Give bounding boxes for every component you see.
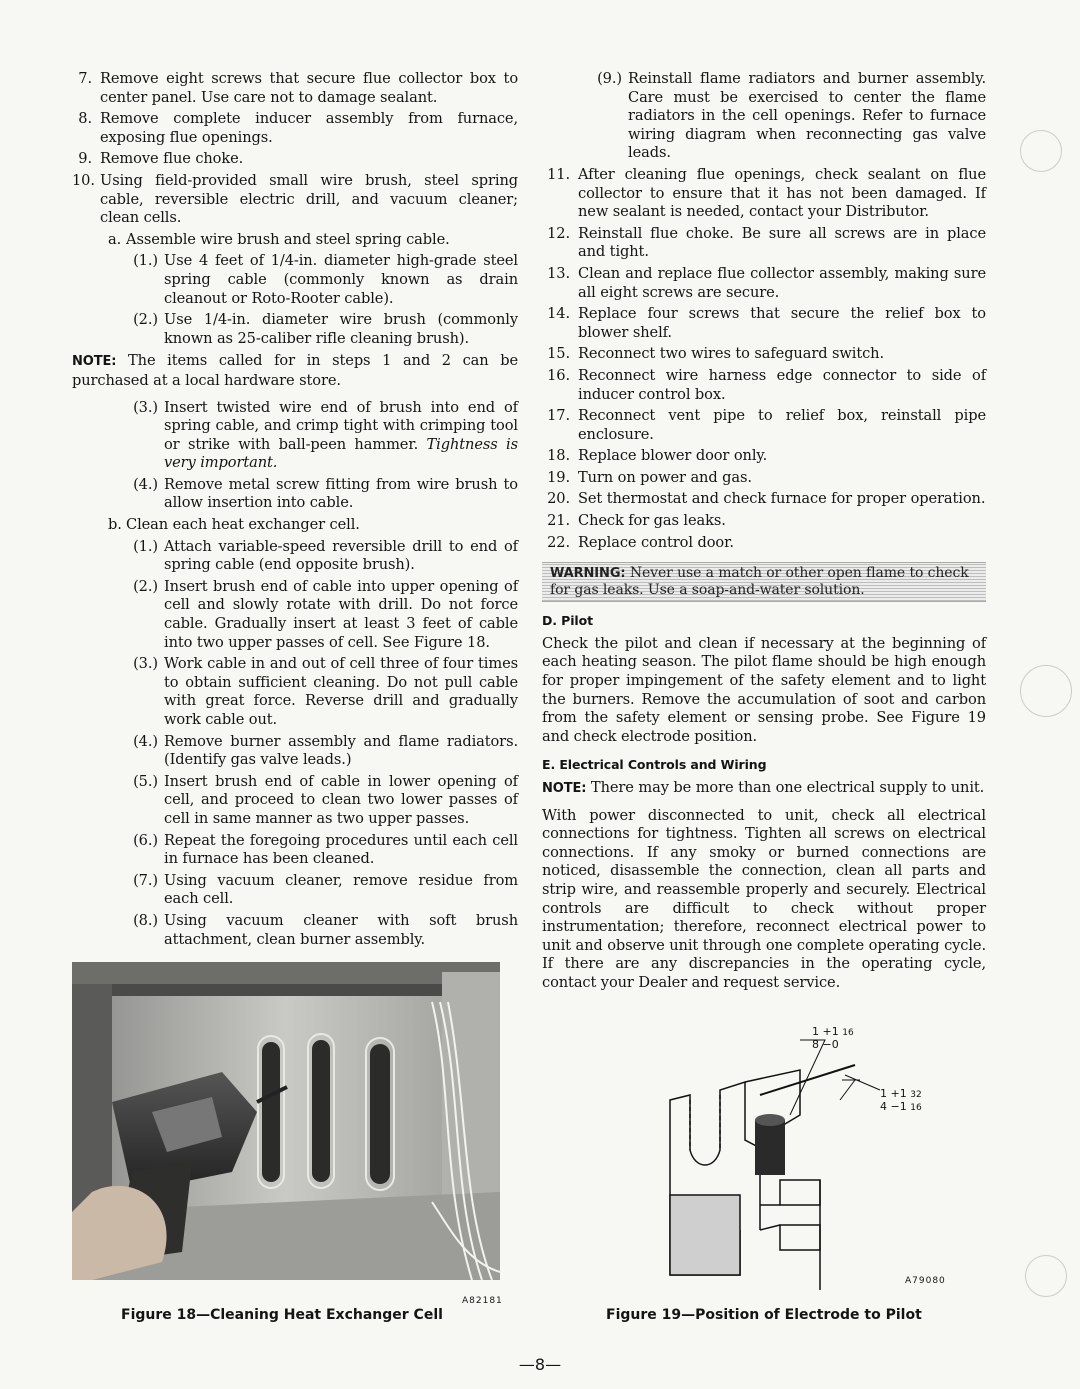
step-text bbox=[164, 578, 518, 652]
step-text-body: Remove complete inducer assembly from furnace, exposing flue openings. bbox=[100, 110, 518, 146]
step-text bbox=[164, 538, 518, 575]
step-item bbox=[542, 166, 986, 222]
dimension-2 bbox=[880, 1088, 922, 1114]
figure-19-caption: Figure 19—Position of Electrode to Pilot bbox=[606, 1307, 922, 1323]
step-number: (3.) bbox=[133, 398, 158, 416]
dim2-whole: 1 bbox=[880, 1087, 887, 1100]
step-item bbox=[542, 490, 986, 509]
step-text bbox=[100, 172, 518, 228]
step-item bbox=[72, 70, 518, 107]
step-item bbox=[542, 367, 986, 404]
step-item bbox=[126, 578, 518, 652]
step-item bbox=[542, 265, 986, 302]
step-item bbox=[126, 773, 518, 829]
step-emphasis: Tightness is very important. bbox=[164, 435, 519, 472]
step-number: 22. bbox=[547, 533, 570, 551]
step-text-body: Set thermostat and check furnace for proper operation. bbox=[578, 490, 986, 508]
step-text-body: Insert twisted wire end of brush into end of spring cable, and crimp tight with crimping tool or strike with ball-peen hammer. bbox=[164, 398, 518, 453]
step-text-body: Check for gas leaks. bbox=[578, 512, 726, 530]
step-number: (8.) bbox=[133, 911, 158, 929]
dim2-den: 4 bbox=[880, 1100, 887, 1113]
step-text-body: Replace blower door only. bbox=[578, 447, 768, 465]
step-item bbox=[126, 733, 518, 770]
step-text bbox=[578, 447, 986, 466]
step-a-text: Assemble wire brush and steel spring cable. bbox=[126, 230, 450, 248]
step-text bbox=[100, 70, 518, 107]
step-number: (7.) bbox=[133, 871, 158, 889]
step-number: 15. bbox=[547, 345, 570, 363]
step-text bbox=[578, 345, 986, 364]
step-number: (2.) bbox=[133, 311, 158, 329]
punch-hole bbox=[1025, 1255, 1067, 1297]
step-item bbox=[126, 538, 518, 575]
step-text-body: Insert brush end of cable in lower opening of cell, and proceed to clean two lower passes of cell in same manner as two upper passes. bbox=[164, 772, 518, 827]
warning-box bbox=[542, 562, 986, 602]
step-item bbox=[542, 447, 986, 466]
dim2-plus: +1 bbox=[890, 1087, 907, 1100]
step-number: (1.) bbox=[133, 252, 158, 270]
left-steps bbox=[72, 70, 518, 228]
step-item bbox=[126, 399, 518, 473]
figure-18-caption: Figure 18—Cleaning Heat Exchanger Cell bbox=[121, 1307, 443, 1323]
note-text: The items called for in steps 1 and 2 can be purchased at a local hardware store. bbox=[72, 352, 518, 389]
step-item bbox=[126, 252, 518, 308]
step-b-text: Clean each heat exchanger cell. bbox=[126, 516, 360, 534]
cell-opening bbox=[370, 1044, 390, 1184]
note bbox=[72, 352, 518, 390]
step-text bbox=[164, 912, 518, 949]
step-number: 18. bbox=[547, 447, 570, 465]
step-text-body: Reconnect vent pipe to relief box, reinstall pipe enclosure. bbox=[578, 407, 986, 443]
step-text bbox=[100, 110, 518, 147]
step-b bbox=[108, 516, 518, 535]
cell-opening bbox=[312, 1040, 330, 1182]
step-a-substeps-continued bbox=[72, 399, 518, 514]
left-column bbox=[72, 70, 518, 952]
figure-19-diagram bbox=[650, 1020, 950, 1290]
electrical-note bbox=[542, 779, 986, 799]
figure-19-code: A79080 bbox=[905, 1276, 946, 1286]
step-text bbox=[578, 166, 986, 222]
step-text bbox=[578, 407, 986, 444]
step-a-substeps bbox=[72, 252, 518, 348]
step-number: 13. bbox=[547, 264, 570, 282]
dim2-minus: −1 bbox=[890, 1100, 907, 1113]
step-text bbox=[164, 655, 518, 729]
right-column bbox=[542, 70, 986, 999]
step-item bbox=[542, 305, 986, 342]
step-number: (4.) bbox=[133, 475, 158, 493]
step-text-body: Use 1/4-in. diameter wire brush (commonly known as 25-caliber rifle cleaning brush). bbox=[164, 311, 518, 347]
step-item bbox=[542, 512, 986, 531]
step-text bbox=[164, 773, 518, 829]
step-number: (1.) bbox=[133, 537, 158, 555]
figure-18-code: A82181 bbox=[462, 1296, 503, 1306]
photo-top-shelf bbox=[72, 962, 500, 984]
step-b-label: b. bbox=[108, 516, 122, 534]
step-text bbox=[578, 367, 986, 404]
step-text bbox=[164, 733, 518, 770]
pilot-paragraph: Check the pilot and clean if necessary at the beginning of each heating season. The pilot flame should be high enough for proper impingement of the safety element and to light the burners. Remove the accumulation of soot and carbon from the safety element or sensing probe. See Figure 19 and check electrode position. bbox=[542, 634, 986, 745]
dim1-whole: 1 bbox=[812, 1025, 819, 1038]
electrical-note-label: NOTE: bbox=[542, 781, 587, 796]
step-number: 7. bbox=[78, 70, 92, 87]
step-item bbox=[126, 311, 518, 348]
step-text-body: Replace control door. bbox=[578, 533, 734, 551]
step-number: 20. bbox=[547, 490, 570, 508]
step-text bbox=[578, 512, 986, 531]
punch-hole bbox=[1020, 665, 1072, 717]
step-number: (6.) bbox=[133, 831, 158, 849]
photo-shelf-edge bbox=[112, 984, 472, 996]
step-number: 14. bbox=[547, 305, 570, 323]
page-number: —8— bbox=[518, 1355, 562, 1374]
step-text-body: Use 4 feet of 1/4-in. diameter high-grade steel spring cable (commonly known as drain cleanout or Roto-Rooter cable). bbox=[164, 252, 518, 307]
note-label: NOTE: bbox=[72, 354, 117, 370]
electrical-paragraph: With power disconnected to unit, check all electrical connections for tightness. Tighten all screws on electrical connections. If any smoky or burned connections are noticed, disassemble the connection, clean all parts and strip wire, and reassemble properly and securely. Electrical controls are difficult to check without proper instrumentation; therefore, reconnect electrical power to unit and observe unit through one complete operating cycle. If there are any discrepancies in the operating cycle, contact your Dealer and request service. bbox=[542, 806, 986, 991]
step-text-body: Remove metal screw fitting from wire brush to allow insertion into cable. bbox=[164, 475, 518, 512]
step-b-substeps bbox=[72, 538, 518, 949]
heat-exchanger-cells bbox=[258, 1034, 394, 1190]
step-a bbox=[108, 231, 518, 250]
step-number: 10. bbox=[72, 171, 95, 189]
step-text bbox=[164, 872, 518, 909]
step-item bbox=[542, 345, 986, 364]
step-item bbox=[542, 225, 986, 262]
step-number: (4.) bbox=[133, 732, 158, 750]
step-number: 8. bbox=[78, 110, 92, 128]
step-number: 19. bbox=[547, 468, 570, 486]
step-item bbox=[542, 469, 986, 488]
step-text-body: Reconnect wire harness edge connector to side of inducer control box. bbox=[578, 366, 986, 403]
cell-opening bbox=[262, 1042, 280, 1182]
step-text-body: Using vacuum cleaner, remove residue from each cell. bbox=[164, 871, 518, 908]
dimension-lines bbox=[790, 1040, 880, 1115]
electrode-tip bbox=[755, 1114, 785, 1126]
substep-9 bbox=[590, 70, 986, 163]
step-text-body: Turn on power and gas. bbox=[578, 468, 752, 486]
step-text bbox=[578, 225, 986, 262]
step-item bbox=[72, 150, 518, 169]
step-item bbox=[542, 534, 986, 553]
dim1-minus: −0 bbox=[822, 1038, 839, 1051]
step-text-body: Remove eight screws that secure flue collector box to center panel. Use care not to damage sealant. bbox=[100, 70, 518, 106]
step-text-body: Remove flue choke. bbox=[100, 150, 244, 168]
step-number: (3.) bbox=[133, 655, 158, 673]
step-text bbox=[164, 476, 518, 513]
dim2-plus-den: 32 bbox=[910, 1090, 922, 1100]
step-text bbox=[578, 265, 986, 302]
step-number: 11. bbox=[547, 165, 570, 183]
step-text bbox=[164, 399, 518, 473]
right-steps bbox=[542, 166, 986, 552]
step-number: 16. bbox=[547, 366, 570, 384]
warning-text: Never use a match or other open flame to check for gas leaks. Use a soap-and-water solution. bbox=[550, 565, 969, 599]
step-text-body: Insert brush end of cable into upper opening of cell and slowly rotate with drill. Do not force cable. Gradually insert at least 3 feet of cable into two upper passes of cell. See Figure 18. bbox=[164, 577, 518, 651]
step-text bbox=[164, 252, 518, 308]
step-item bbox=[126, 655, 518, 729]
step-item bbox=[72, 172, 518, 228]
dim2-minus-den: 16 bbox=[910, 1103, 922, 1113]
step-number: 12. bbox=[547, 224, 570, 242]
step-text-body: Reinstall flue choke. Be sure all screws are in place and tight. bbox=[578, 224, 986, 261]
dim1-plus-den: 16 bbox=[842, 1028, 854, 1038]
step-text-body: After cleaning flue openings, check sealant on flue collector to ensure that it has not been damaged. If new sealant is needed, contact your Distributor. bbox=[578, 165, 986, 221]
step-text-body: Attach variable-speed reversible drill to end of spring cable (end opposite brush). bbox=[164, 537, 518, 574]
step-text bbox=[578, 534, 986, 553]
step-item bbox=[126, 832, 518, 869]
electrical-note-text: There may be more than one electrical supply to unit. bbox=[586, 779, 985, 796]
step-text-body: Replace four screws that secure the relief box to blower shelf. bbox=[578, 305, 986, 341]
pilot-heading: D. Pilot bbox=[542, 613, 593, 629]
step-text-body: Reconnect two wires to safeguard switch. bbox=[578, 345, 885, 363]
step-text bbox=[164, 832, 518, 869]
substep-9-num: (9.) bbox=[597, 70, 622, 87]
step-number: 21. bbox=[547, 512, 570, 530]
dimension-1 bbox=[812, 1026, 854, 1050]
electrode-wire bbox=[760, 1065, 855, 1095]
punch-hole bbox=[1020, 130, 1062, 172]
step-text bbox=[164, 311, 518, 348]
step-item bbox=[542, 407, 986, 444]
step-item bbox=[72, 110, 518, 147]
substep-9-text: Reinstall flame radiators and burner assembly. Care must be exercised to center the flame radiators in the cell openings. Refer to furnace wiring diagram when reconnecting gas valve leads. bbox=[628, 70, 986, 162]
electrode bbox=[755, 1065, 855, 1175]
step-text-body: Work cable in and out of cell three of four times to obtain sufficient cleaning. Do not pull cable with great force. Reverse drill and gradually work cable out. bbox=[164, 655, 518, 728]
step-a-label: a. bbox=[108, 230, 122, 248]
step-item bbox=[126, 912, 518, 949]
pilot-base bbox=[670, 1195, 740, 1275]
step-text-body: Repeat the foregoing procedures until each cell in furnace has been cleaned. bbox=[164, 831, 518, 868]
step-number: (2.) bbox=[133, 577, 158, 595]
dim1-plus: +1 bbox=[822, 1025, 839, 1038]
step-number: (5.) bbox=[133, 772, 158, 790]
step-item bbox=[126, 872, 518, 909]
electrode-body bbox=[755, 1120, 785, 1175]
step-text-body: Using vacuum cleaner with soft brush attachment, clean burner assembly. bbox=[164, 911, 518, 948]
step-text-body: Using field-provided small wire brush, steel spring cable, reversible electric drill, and vacuum cleaner; clean cells. bbox=[100, 171, 518, 227]
warning-label: WARNING: bbox=[550, 566, 626, 582]
electrical-heading: E. Electrical Controls and Wiring bbox=[542, 757, 767, 773]
step-number: 9. bbox=[78, 150, 92, 168]
step-text bbox=[578, 490, 986, 509]
step-text bbox=[100, 150, 518, 169]
step-text bbox=[578, 305, 986, 342]
dim1-den: 8 bbox=[812, 1038, 819, 1051]
step-item bbox=[126, 476, 518, 513]
step-number: 17. bbox=[547, 407, 570, 425]
step-text bbox=[578, 469, 986, 488]
step-text-body: Remove burner assembly and flame radiators. (Identify gas valve leads.) bbox=[164, 732, 518, 769]
figure-18-photo bbox=[72, 962, 500, 1280]
step-text-body: Clean and replace flue collector assembly, making sure all eight screws are secure. bbox=[578, 264, 986, 301]
